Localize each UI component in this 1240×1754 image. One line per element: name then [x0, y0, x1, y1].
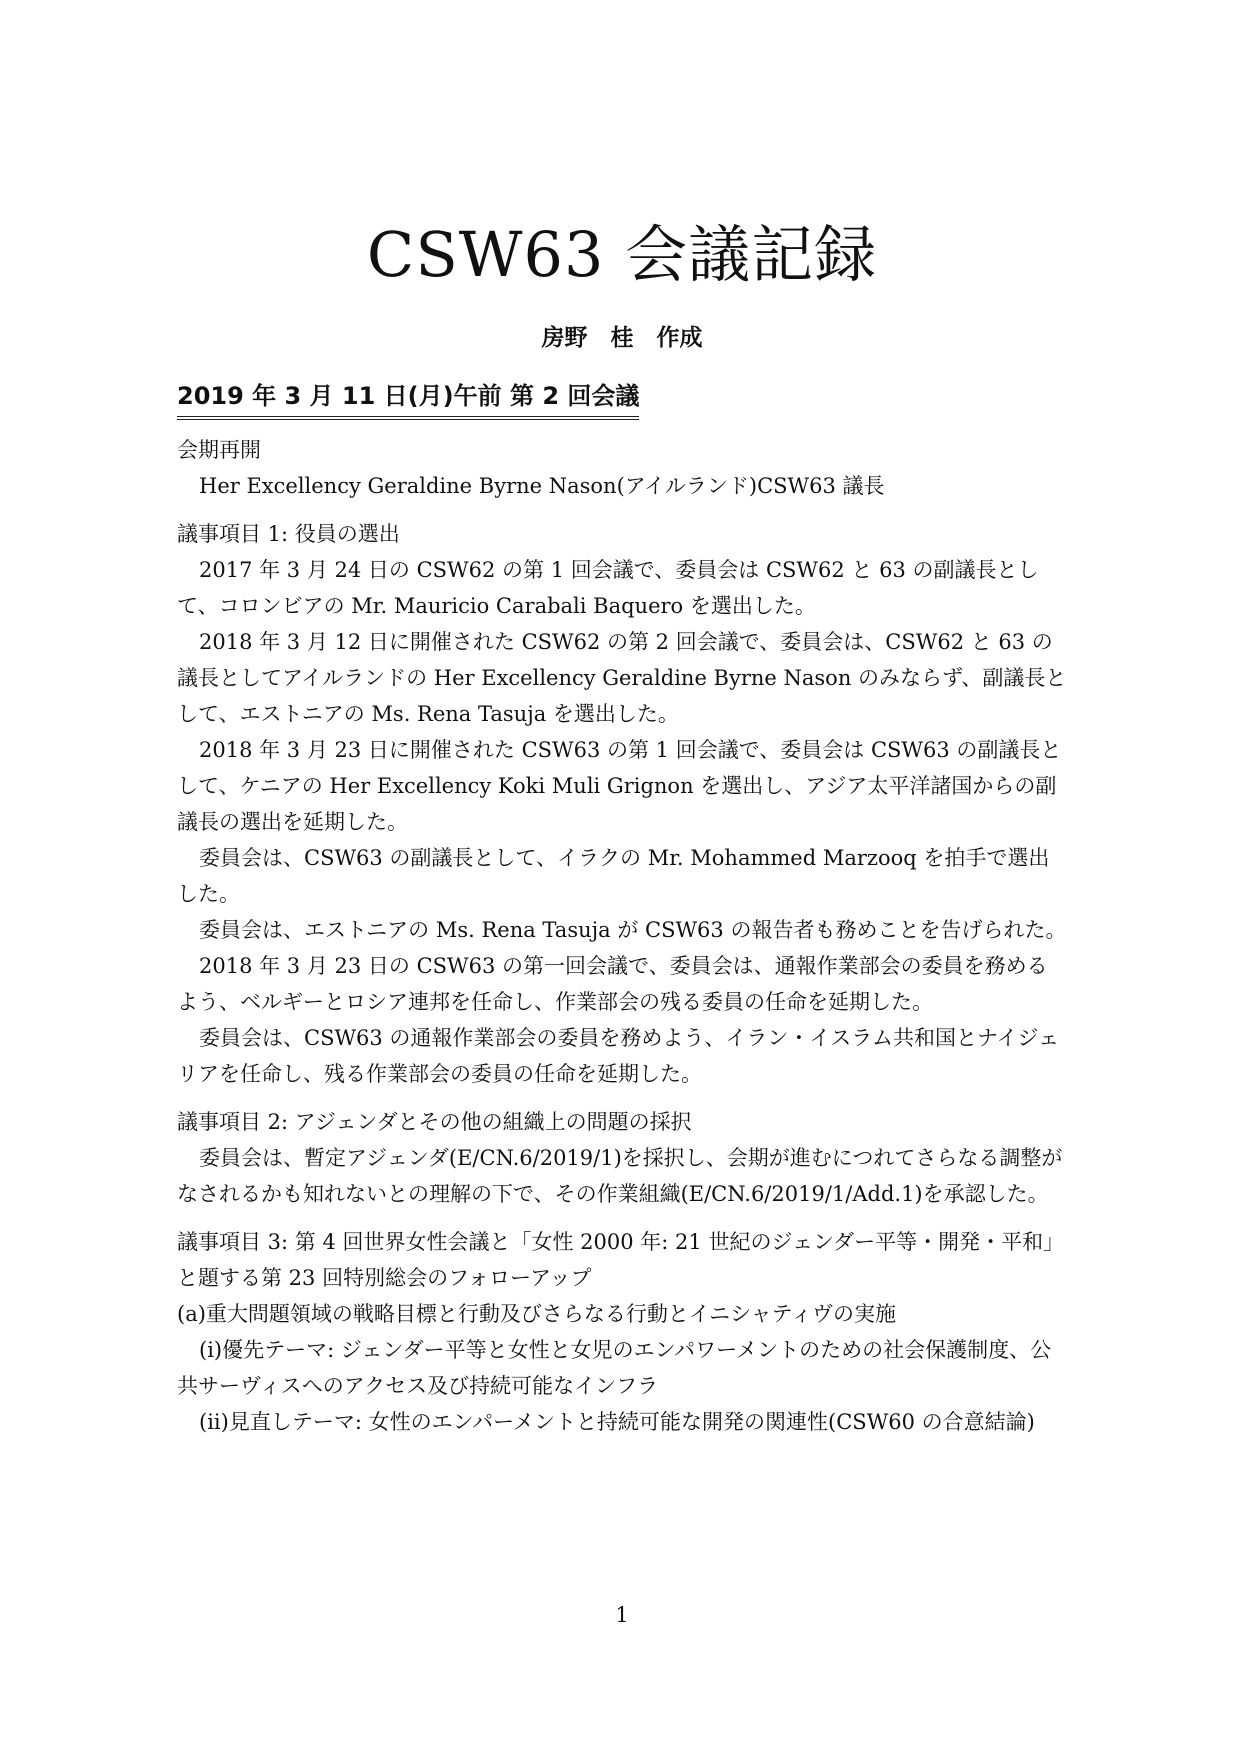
- paragraph: 2018 年 3 月 12 日に開催された CSW62 の第 2 回会議で、委員会は、CSW62 と 63 の議長としてアイルランドの Her Excellency Geraldine Byrne Nason のみならず、副議長として、エストニアの Ms. Rena Tasuja を選出した。: [177, 630, 1067, 726]
- author-line: 房野 桂 作成: [541, 325, 703, 351]
- agenda-item-heading: 議事項目 3: 第 4 回世界女性会議と「女性 2000 年: 21 世紀のジェンダー平等・開発・平和」と題する第 23 回特別総会のフォローアップ: [177, 1230, 1065, 1290]
- paragraph: 2017 年 3 月 24 日の CSW62 の第 1 回会議で、委員会は CSW62 と 63 の副議長として、コロンビアの Mr. Mauricio Carabali Baquero を選出した。: [177, 558, 1039, 618]
- section-label: 会期再開: [177, 438, 261, 462]
- agenda-item-heading: 議事項目 2: アジェンダとその他の組織上の問題の採択: [177, 1110, 692, 1134]
- sub-item: (a)重大問題領域の戦略目標と行動及びさらなる行動とイニシャティヴの実施: [177, 1302, 896, 1326]
- paragraph: 委員会は、暫定アジェンダ(E/CN.6/2019/1)を採択し、会期が進むにつれてさらなる調整がなされるかも知れないとの理解の下で、その作業組織(E/CN.6/2019/1/Add.1)を承認した。: [177, 1146, 1063, 1206]
- paragraph: 委員会は、エストニアの Ms. Rena Tasuja が CSW63 の報告者も務めことを告げられた。: [199, 918, 1067, 942]
- sub-item: (i)優先テーマ: ジェンダー平等と女性と女児のエンパワーメントのための社会保護制度、公共サーヴィスへのアクセス及び持続可能なインフラ: [177, 1338, 1052, 1398]
- page-number: 1: [615, 1603, 629, 1627]
- paragraph: 委員会は、CSW63 の副議長として、イラクの Mr. Mohammed Marzooq を拍手で選出した。: [177, 846, 1050, 906]
- document-page: [177, 0, 1067, 1754]
- sub-item: (ii)見直しテーマ: 女性のエンパーメントと持続可能な開発の関連性(CSW60 の合意結論): [199, 1410, 1035, 1434]
- document-body: [177, 432, 1067, 1440]
- paragraph: 委員会は、CSW63 の通報作業部会の委員を務めよう、イラン・イスラム共和国とナイジェリアを任命し、残る作業部会の委員の任命を延期した。: [177, 1026, 1060, 1086]
- paragraph: 2018 年 3 月 23 日の CSW63 の第一回会議で、委員会は、通報作業部会の委員を務めるよう、ベルギーとロシア連邦を任命し、作業部会の残る委員の任命を延期した。: [177, 954, 1048, 1014]
- paragraph: Her Excellency Geraldine Byrne Nason(アイルランド)CSW63 議長: [199, 474, 885, 498]
- session-heading: 2019 年 3 月 11 日(月)午前 第 2 回会議: [177, 378, 639, 420]
- document-title: CSW63 会議記録: [366, 218, 878, 291]
- agenda-item-heading: 議事項目 1: 役員の選出: [177, 522, 400, 546]
- paragraph: 2018 年 3 月 23 日に開催された CSW63 の第 1 回会議で、委員会は CSW63 の副議長として、ケニアの Her Excellency Koki Muli Grignon を選出し、アジア太平洋諸国からの副議長の選出を延期した。: [177, 738, 1062, 834]
